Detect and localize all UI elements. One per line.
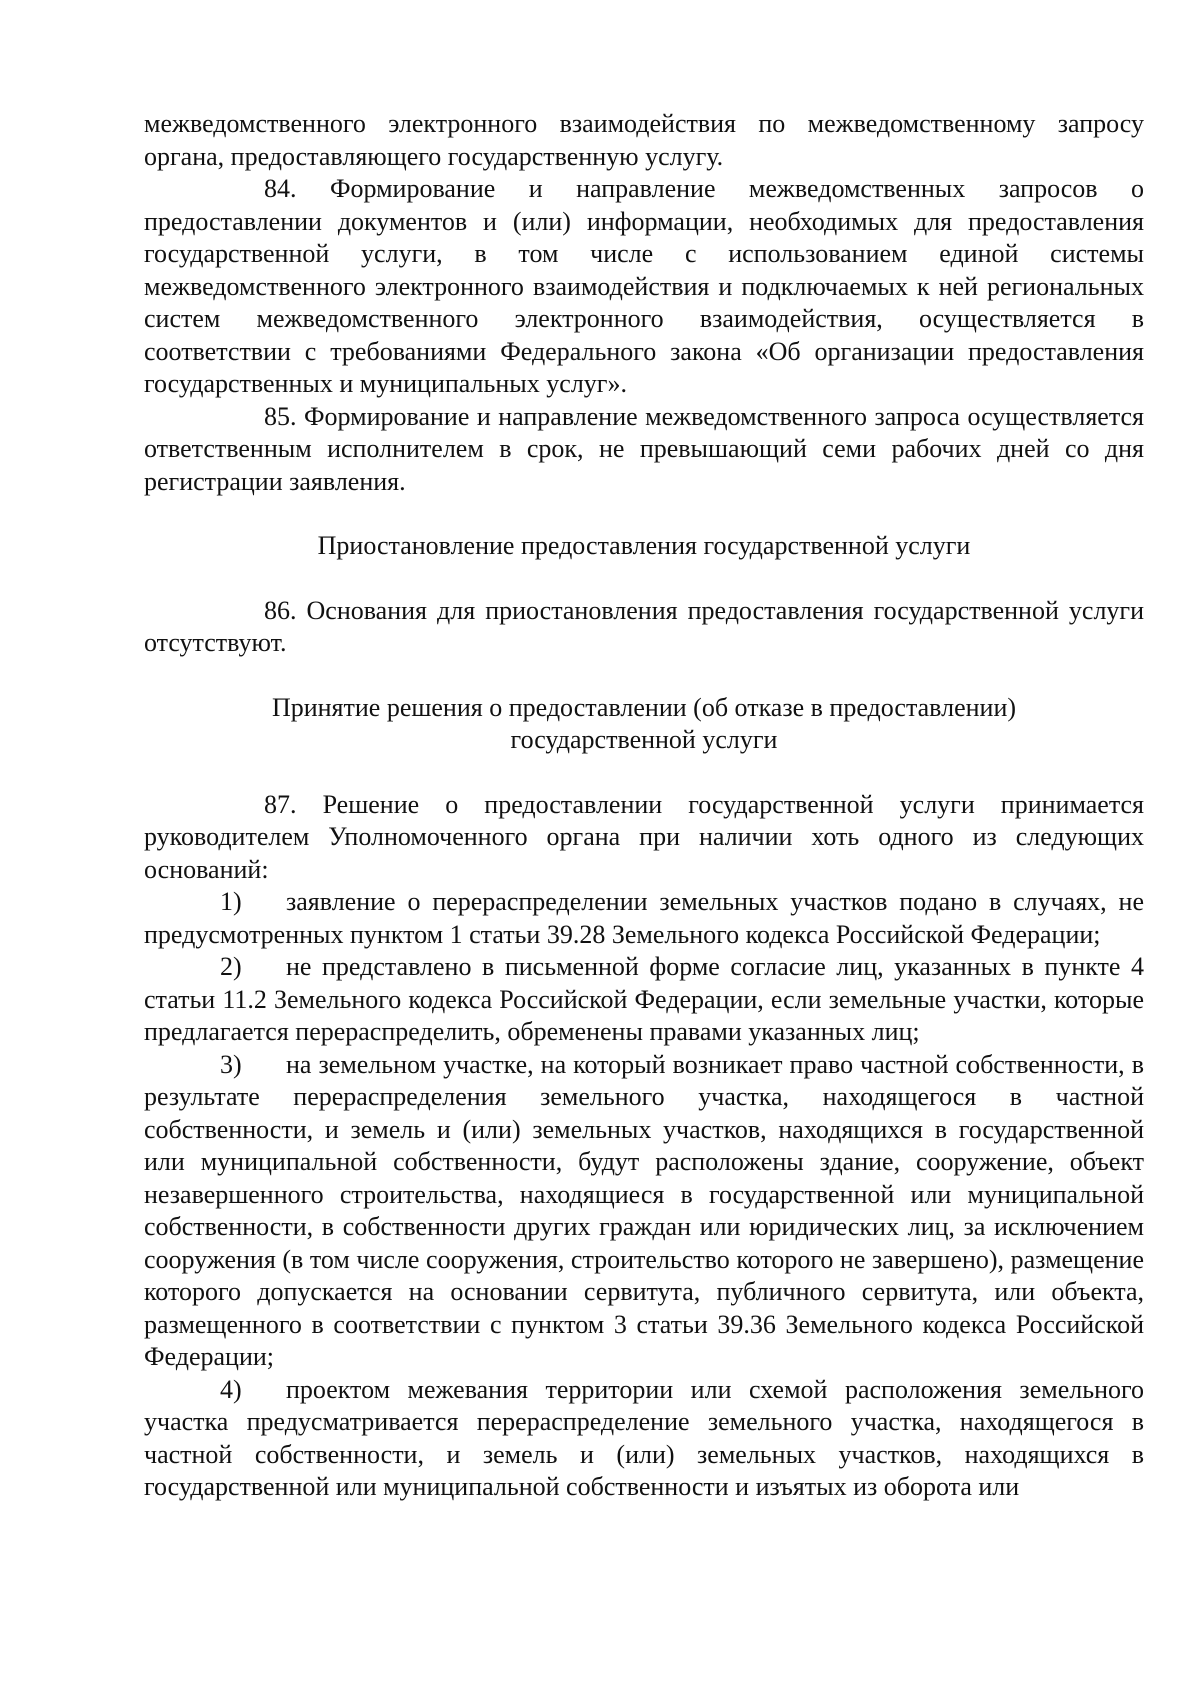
list-item-number: 1) [220,887,242,916]
list-item-number: 2) [220,952,242,981]
paragraph-continuation: межведомственного электронного взаимодействия по межведомственному запросу органа, предоставляющего государственную услугу. [144,109,1144,171]
paragraph-84: 84. Формирование и направление межведомственных запросов о предоставлении документов и (или) информации, необходимых для предоставления государственной услуги, в том числе с использованием единой системы межведомственного электронного взаимодействия и подключаемых к ней региональных систем межведомственного электронного взаимодействия, осуществляется в соответствии с требованиями Федерального закона «Об организации предоставления государственных и муниципальных услуг». [144,174,1144,398]
list-item [144,951,1144,1049]
list-item-number: 3) [220,1049,242,1079]
paragraph-86: 86. Основания для приостановления предоставления государственной услуги отсутствуют. [144,595,1144,657]
paragraph-85: 85. Формирование и направление межведомственного запроса осуществляется ответственным исполнителем в срок, не превышающий семи рабочих дней со дня регистрации заявления. [144,401,1144,496]
list-item-text: проектом межевания территории или схемой расположения земельного участка предусматривается перераспределение земельного участка, находящегося в частной собственности, и земель и (или) земельных участков, находящихся в государственной или муниципальной собственности и изъятых из оборота или [144,1374,1144,1501]
document-page [144,108,1144,1504]
section-heading-decision [144,692,1144,757]
list-item [144,1049,1144,1374]
list-item-number: 4) [220,1374,242,1404]
list-item-text: на земельном участке, на который возникает право частной собственности, в результате перераспределения земельного участка, находящегося в частной собственности, и земель и (или) земельных участков, находящихся в государственной или муниципальной собственности, будут расположены здание, сооружение, объект незавершенного строительства, находящиеся в государственной или муниципальной собственности, в собственности других граждан или юридических лиц, за исключением сооружения (в том числе сооружения, строительство которого не завершено), размещение которого допускается на основании сервитута, публичного сервитута, или объекта, размещенного в соответствии с пунктом 3 статьи 39.36 Земельного кодекса Российской Федерации; [144,1049,1144,1371]
list-item-text: заявление о перераспределении земельных участков подано в случаях, не предусмотренных пунктом 1 статьи 39.28 Земельного кодекса Российской Федерации; [144,887,1144,949]
section-heading-decision-line2: государственной услуги [510,725,778,754]
section-heading-suspension: Приостановление предоставления государственной услуги [317,531,971,560]
list-item [144,1374,1144,1504]
list-item-text: не представлено в письменной форме согласие лиц, указанных в пункте 4 статьи 11.2 Земельного кодекса Российской Федерации, если земельные участки, которые предлагается перераспределить, обременены правами указанных лиц; [144,952,1144,1046]
paragraph-87: 87. Решение о предоставлении государственной услуги принимается руководителем Уполномоченного органа при наличии хоть одного из следующих оснований: [144,789,1144,884]
list-item [144,886,1144,951]
section-heading-decision-line1: Принятие решения о предоставлении (об отказе в предоставлении) [271,692,1017,722]
